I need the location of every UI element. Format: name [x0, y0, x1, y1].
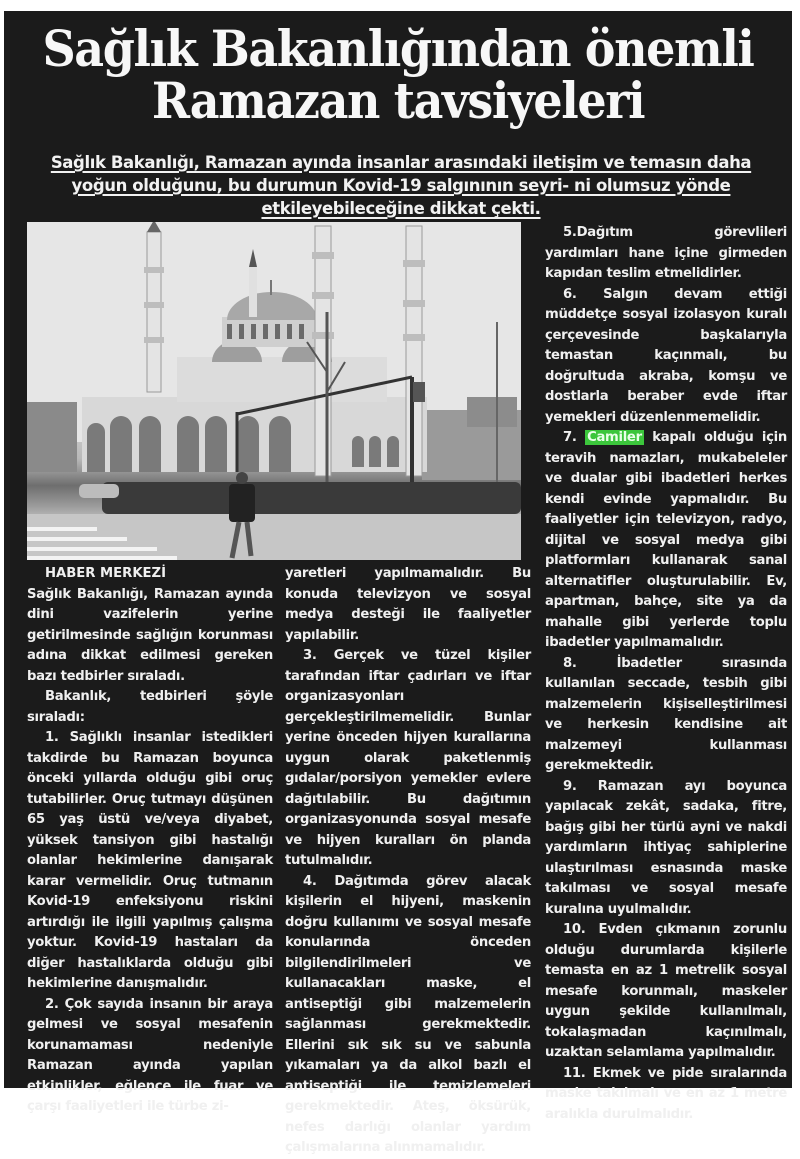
paragraph-7-text: kapalı olduğu için teravih namazları, mukabeleler ve dualar gibi ibadetleri herkes kendi evinde yapmalıdır. Bu faaliyetler için televizyon, radyo, dijital ve sosyal medya gibi platformları kullanarak sanal alternatifler oluşturulabilir. Ev, apartman, bahçe, site ya da mahalle gibi yerlerde toplu ibadetler yapılmamalıdır. — [545, 430, 787, 650]
mosque-photo-icon — [27, 222, 521, 560]
paragraph-intro: Sağlık Bakanlığı, Ramazan ayında dini vazifelerin yerine getirilmesinde sağlığın korunması adına dikkat edilmesi gereken bazı tedbirler sıraladı. — [27, 586, 273, 684]
paragraph-2-part-2: yaretleri yapılmamalıdır. Bu konuda televizyon ve sosyal medya desteği ile faaliyetler yapılabilir. — [285, 566, 531, 643]
paragraph-7 — [545, 428, 787, 654]
paragraph-8: 8. İbadetler sırasında kullanılan seccade, tesbih gibi malzemelerin kişiselleştirilmesi ve herkesin kendisine ait malzemeyi kullanması gerekmektedir. — [545, 655, 787, 773]
paragraph-9: 9. Ramazan ayı boyunca yapılacak zekât, sadaka, fitre, bağış gibi her türlü ayni ve nakdi yardımların ihtiyaç sahiplerine ulaştırılması esnasında maske takılması ve sosyal mesafe kuralına uyulmalıdır. — [545, 778, 787, 917]
highlighted-word: Camiler — [587, 430, 642, 445]
byline: HABER MERKEZİ — [45, 566, 167, 581]
headline-line-1: Sağlık Bakanlığından önemli — [42, 19, 754, 78]
paragraph-11: 11. Ekmek ve pide sıralarında maske takılmalı ve en az 1 metre aralıkla durulmalıdır. — [545, 1065, 787, 1122]
paragraph-5: 5.Dağıtım görevlileri yardımları hane içine girmeden kapıdan teslim etmelidirler. — [545, 225, 787, 281]
paragraph-6: 6. Salgın devam ettiği müddetçe sosyal izolasyon kuralı çerçevesinde başkalarıyla temastan kaçınmalı, bu doğrultuda akraba, komşu ve dostlarla beraber evde iftar yemekleri düzenlenmemelidir. — [545, 286, 787, 425]
article-column-3 — [545, 223, 787, 1125]
article-column-2 — [285, 564, 531, 1159]
paragraph-lead: Bakanlık, tedbirleri şöyle sıraladı: — [27, 689, 273, 725]
article-column-1 — [27, 564, 273, 1118]
paragraph-2-part-1: 2. Çok sayıda insanın bir araya gelmesi ve sosyal mesafenin korunamaması nedeniyle Ramazan ayında yapılan etkinlikler, eğlence ile fuar ve çarşı faaliyetleri ile türbe zi- — [27, 996, 273, 1114]
paragraph-10: 10. Evden çıkmanın zorunlu olduğu durumlarda kişilerle temasta en az 1 metrelik sosyal mesafe korunmalı, maskeler uygun şekilde kullanılmalı, tokalaşmadan kaçınılmalı, uzaktan selamlama yapılmalıdır. — [545, 922, 787, 1060]
newspaper-clipping — [4, 11, 792, 1155]
paragraph-3: 3. Gerçek ve tüzel kişiler tarafından iftar çadırları ve iftar organizasyonları gerçekleştirilmemelidir. Bunlar yerine önceden hijyen kurallarına uygun olarak paketlenmiş gıdalar/porsiyon yemekler evlere dağıtılabilir. Bu dağıtımın organizasyonunda sosyal mesafe ve hijyen kuralları ön planda tutulmalıdır. — [285, 648, 531, 868]
paragraph-4: 4. Dağıtımda görev alacak kişilerin el hijyeni, maskenin doğru kullanımı ve sosyal mesafe konularında önceden bilgilendirilmeleri ve kullanacakları maske, el antiseptiği gibi malzemelerin sağlanması gerekmektedir. Ellerini sık sık su ve sabunla yıkamaları ya da alkol bazlı el antiseptiği ile temizlemeleri gerekmektedir. Ateş, öksürük, nefes darlığı olanlar yardım çalışmalarına alınmamalıdır. — [285, 873, 531, 1155]
paragraph-7-number: 7. — [563, 430, 577, 445]
mosque-photo — [27, 222, 521, 560]
subheadline — [28, 151, 774, 220]
paragraph-1: 1. Sağlıklı insanlar istedikleri takdirde bu Ramazan boyunca önceki yıllarda olduğu gibi oruç tutabilirler. Oruç tutmayı düşünen 65 yaş üstü ve/veya diyabet, yüksek tansiyon gibi hastalığı olanlar hekimlerine danışarak karar vermelidir. Oruç tutmanın Kovid-19 enfeksiyonu riskini artırdığı ile ilgili yapılmış çalışma yoktur. Kovid-19 hastaları da diğer hastalıklarda olduğu gibi hekimlerine danışmalıdır. — [27, 730, 273, 991]
subheadline-text: Sağlık Bakanlığı, Ramazan ayında insanlar arasındaki iletişim ve temasın daha yoğun olduğunu, bu durumun Kovid-19 salgınının seyri- ni olumsuz yönde etkileyebileceğine dikkat çekti. — [50, 153, 752, 218]
headline — [36, 19, 761, 130]
headline-line-2: Ramazan tavsiyeleri — [151, 71, 645, 130]
